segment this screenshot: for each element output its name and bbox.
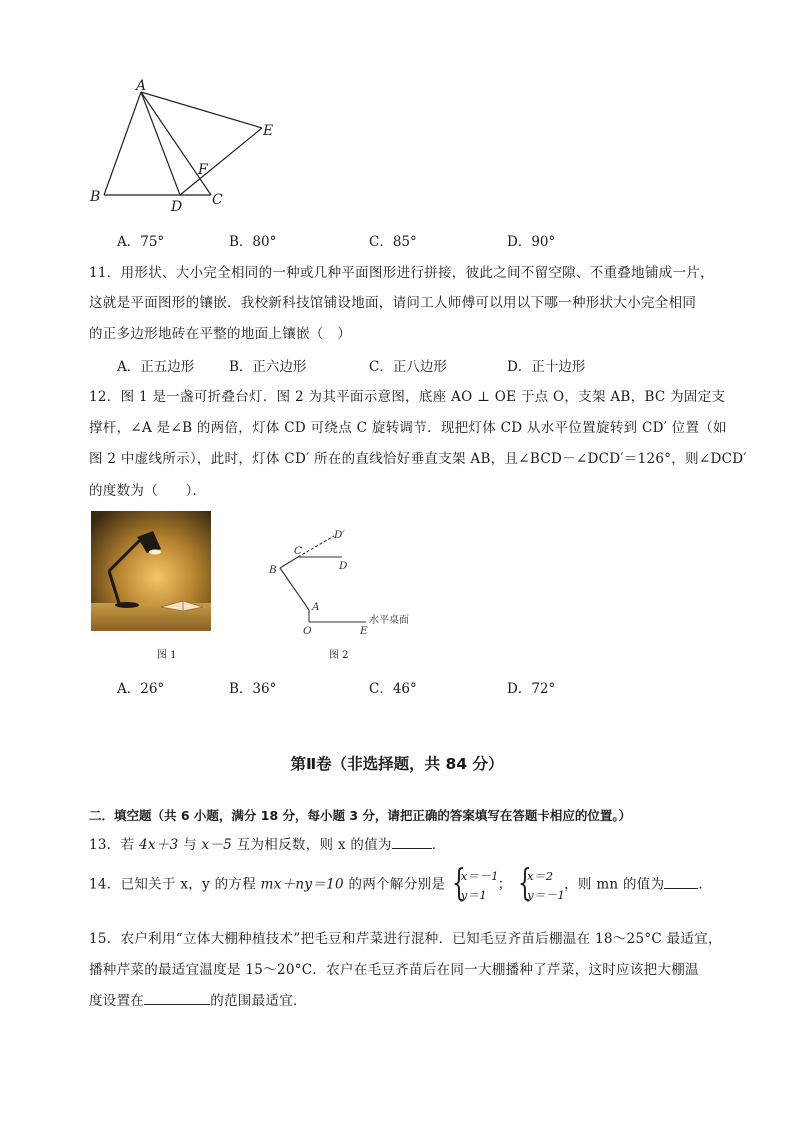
section-2-heading: 二．填空题（共 6 小题，满分 18 分，每小题 3 分，请把正确的答案填写在答题卡相应的位置。） [89, 808, 632, 823]
label-B: B [90, 189, 101, 205]
figure-2-schematic [262, 525, 432, 640]
q11-option-d[interactable]: D．正十边形 [507, 359, 586, 375]
q12-options [117, 677, 737, 697]
q11-option-a[interactable]: A．正五边形 [117, 359, 195, 375]
q14-system-2: { x＝2 y＝－1 [518, 863, 566, 904]
label-A: A [136, 78, 147, 94]
q10-options [117, 230, 737, 250]
q13: 13．若 4x＋3 与 x－5 互为相反数，则 x 的值为 ． [89, 837, 446, 853]
q11-options [117, 355, 737, 375]
q12-option-b[interactable]: B．36° [229, 681, 277, 697]
label-C: C [212, 192, 223, 208]
label-F: F [198, 162, 208, 178]
fig2-label-A: A [312, 601, 320, 613]
figure-1-caption: 图 1 [157, 650, 177, 661]
q10-option-d[interactable]: D．90° [507, 234, 556, 250]
label-D: D [171, 199, 183, 215]
fig2-label-E: E [360, 625, 368, 637]
q12-line-1: 12．图 1 是一盏可折叠台灯．图 2 为其平面示意图，底座 AO ⊥ OE 于点 O，支架 AB，BC 为固定支 [89, 389, 726, 405]
section-2-title: 第Ⅱ卷（非选择题，共 84 分） [290, 755, 504, 773]
q14-system-1: { x＝－1 y＝1 [451, 863, 499, 904]
q10-option-b[interactable]: B．80° [229, 234, 277, 250]
fig2-label-Dp: D′ [334, 529, 345, 541]
q12-option-d[interactable]: D．72° [507, 681, 556, 697]
q12-line-2: 撑杆，∠A 是∠B 的两倍，灯体 CD 可绕点 C 旋转调节．现把灯体 CD 从水平位置旋转到 CD′ 位置（如 [89, 420, 727, 436]
figure-1-lamp-photo [91, 511, 211, 631]
fig2-label-O: O [303, 625, 312, 637]
q15-line-1: 15．农户利用“立体大棚种植技术”把毛豆和芹菜进行混种．已知毛豆齐苗后棚温在 18～25°C 最适宜， [89, 931, 722, 947]
q10-option-a[interactable]: A．75° [117, 234, 165, 250]
fig2-surface-label: 水平桌面 [369, 615, 409, 626]
q14-answer-blank[interactable] [664, 875, 698, 889]
lamp-base [115, 602, 139, 608]
q11-option-b[interactable]: B．正六边形 [229, 359, 307, 375]
figure-2-caption: 图 2 [329, 650, 349, 661]
q10-option-c[interactable]: C．85° [369, 234, 417, 250]
q15-line-3: 度设置在 的范围最适宜． [89, 993, 307, 1009]
label-E: E [263, 123, 274, 139]
q15-line-2: 播种芹菜的最适宜温度是 15～20°C．农户在毛豆齐苗后在同一大棚播种了芹菜，这时应该把大棚温 [89, 962, 699, 978]
fig2-label-B: B [269, 564, 277, 576]
q12-line-4: 的度数为（ ）． [89, 483, 207, 499]
q11-line-2: 这就是平面图形的镶嵌．我校新科技馆铺设地面，请问工人师傅可以用以下哪一种形状大小完全相同 [89, 295, 697, 311]
q13-answer-blank[interactable] [392, 835, 432, 849]
q12-option-a[interactable]: A．26° [117, 681, 165, 697]
q15-answer-blank[interactable] [144, 991, 210, 1005]
q12-line-3: 图 2 中虚线所示），此时，灯体 CD′ 所在的直线恰好垂直支架 AB，且∠BCD－∠DCD′＝126°，则∠DCD′ [89, 451, 747, 467]
q11-line-1: 11．用形状、大小完全相同的一种或几种平面图形进行拼接，彼此之间不留空隙、不重叠地铺成一片， [89, 265, 714, 281]
fig2-label-D: D [339, 560, 348, 572]
fig2-label-C: C [294, 545, 303, 557]
q11-line-3: 的正多边形地砖在平整的地面上镶嵌（ ） [89, 326, 352, 342]
q14: 14．已知关于 x，y 的方程 mx＋ny＝10 的两个解分别是 { x＝－1 y＝1 ； { x＝2 y＝－1 ，则 mn 的值为 ． [89, 863, 713, 904]
figure-q10-triangle [85, 78, 285, 218]
q11-option-c[interactable]: C．正八边形 [369, 359, 447, 375]
q12-option-c[interactable]: C．46° [369, 681, 417, 697]
